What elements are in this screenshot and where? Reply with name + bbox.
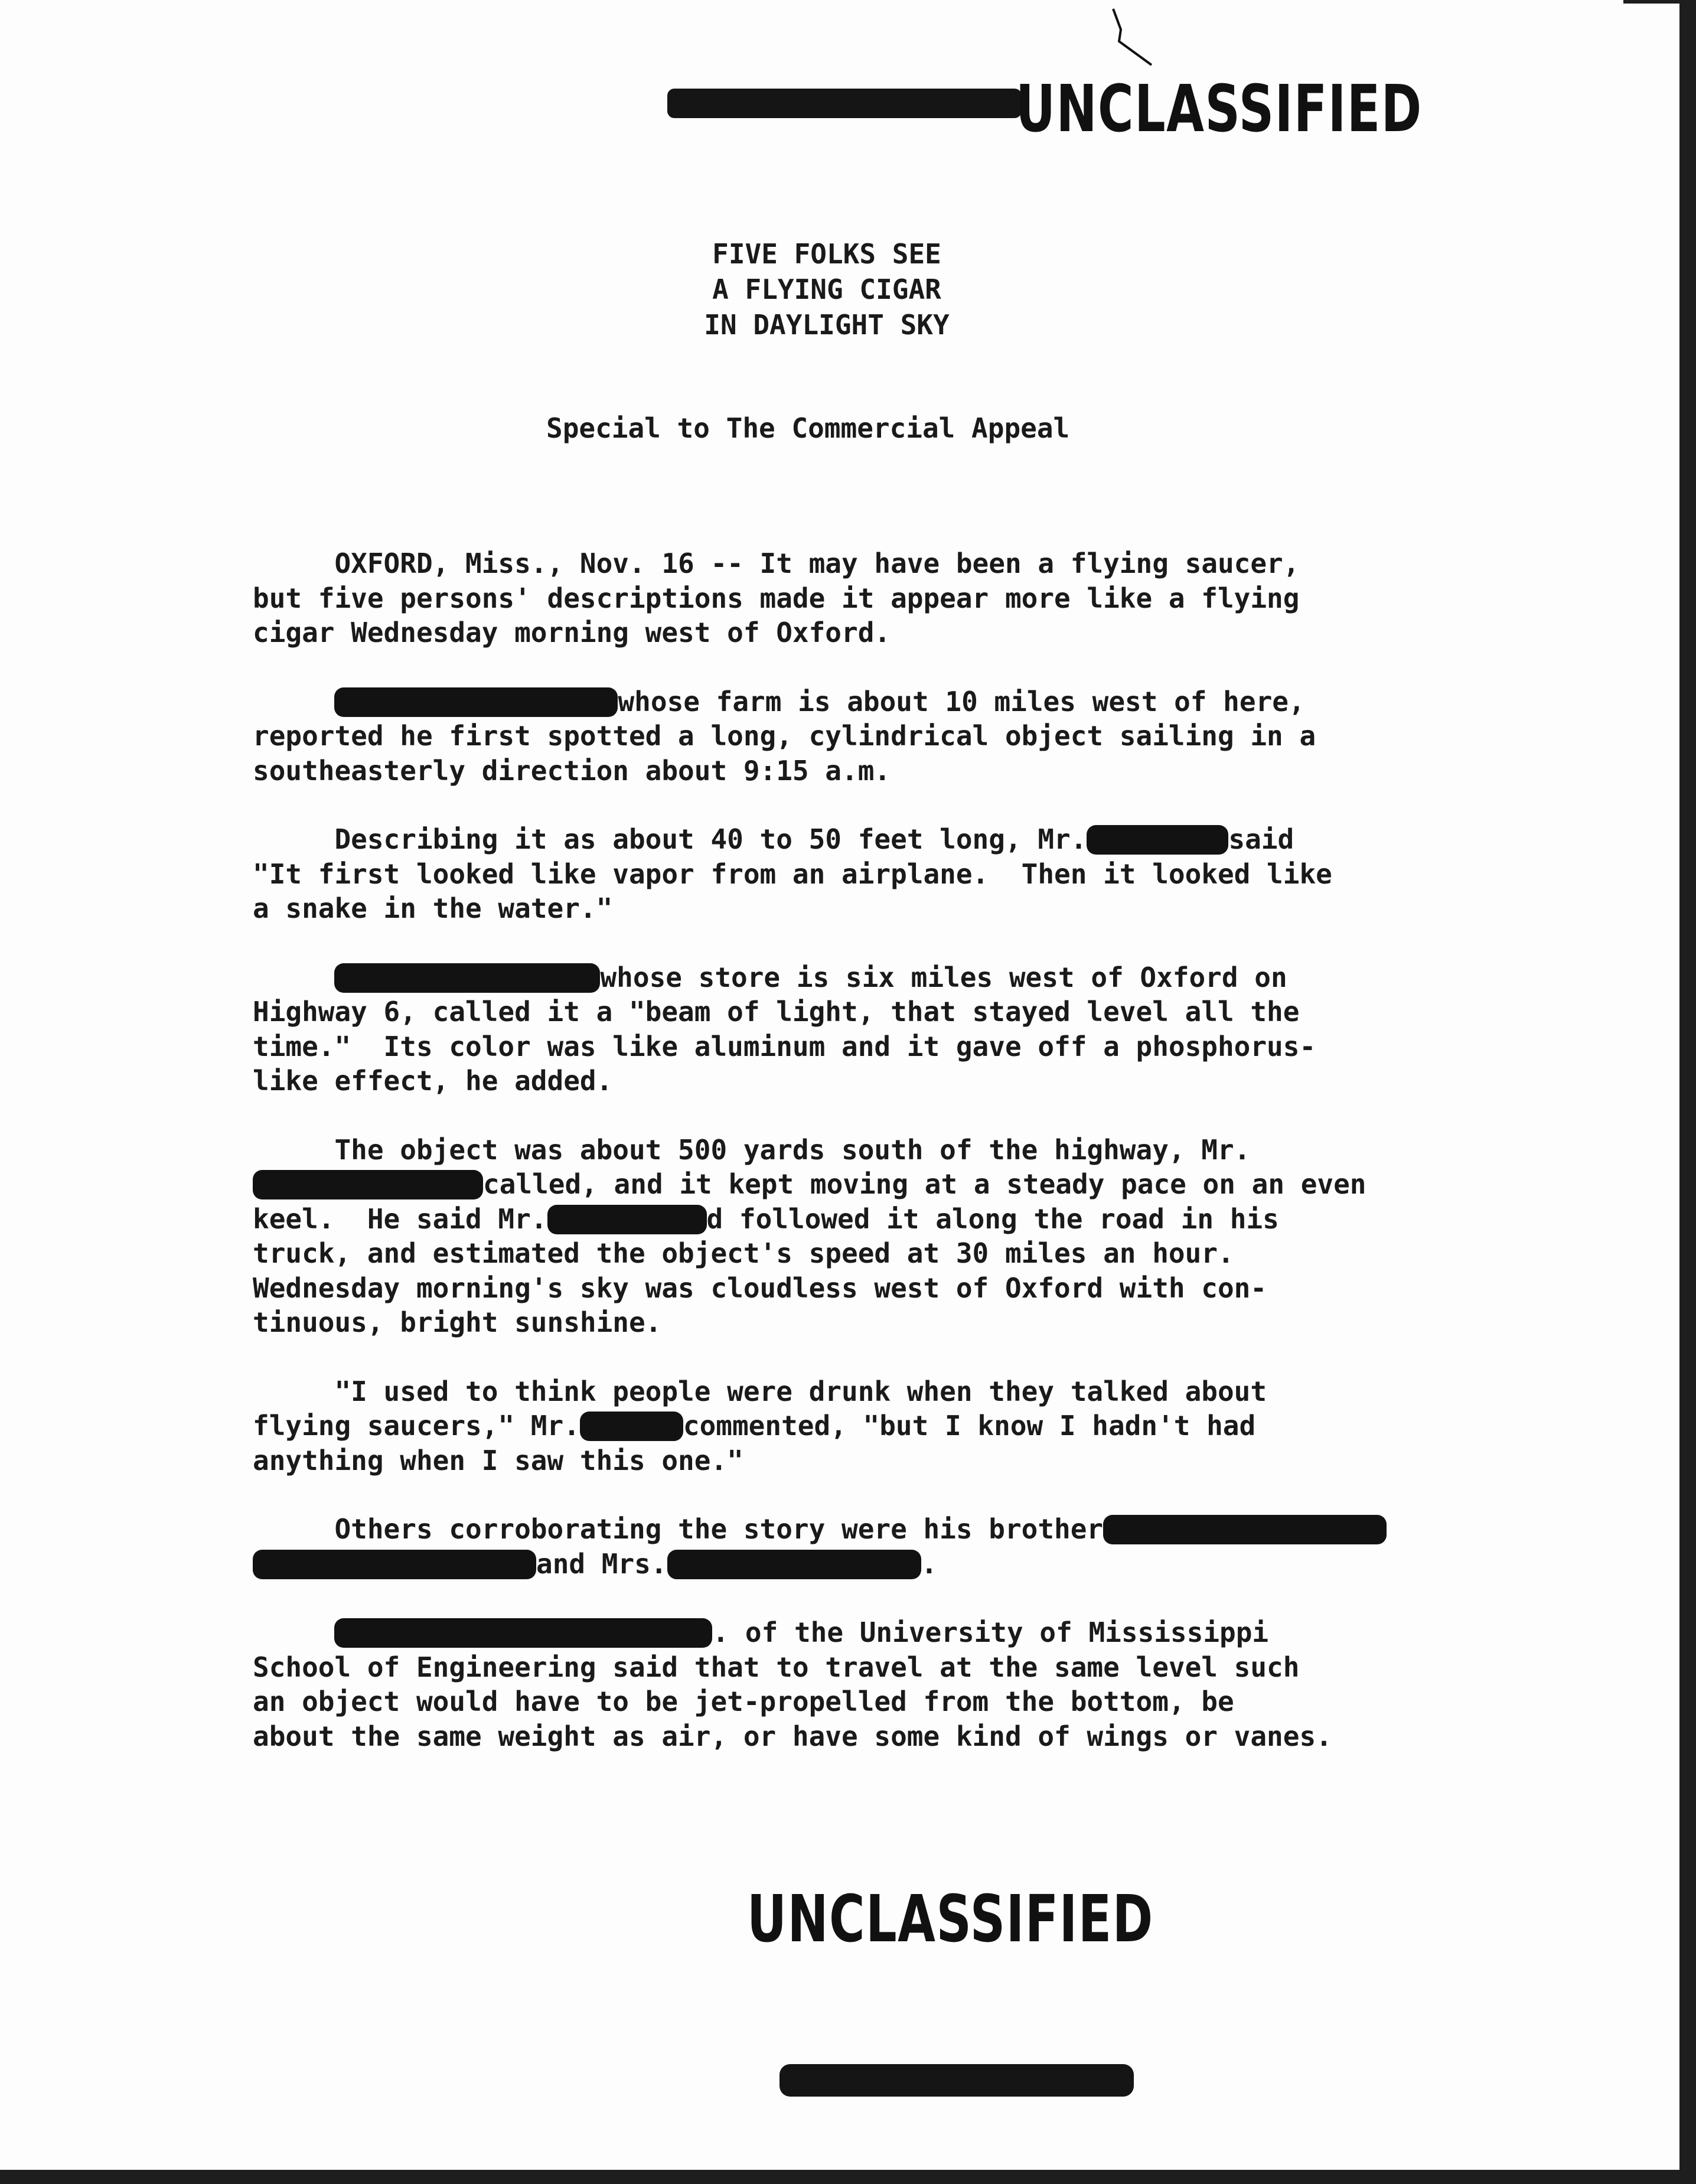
text-line [253,822,1434,857]
text-segment: called, and it kept moving at a steady pace on an even [483,1168,1366,1200]
redaction-bar [667,89,1022,118]
text-line: Wednesday morning's sky was cloudless west of Oxford with con- [253,1272,1267,1304]
text-segment: keel. He said Mr. [253,1202,547,1235]
headline-line: IN DAYLIGHT SKY [704,309,950,341]
scan-edge [0,2170,1696,2184]
paragraph [253,1133,1434,1340]
classification-stamp: UNCLASSIFIED [1016,71,1423,146]
classification-stamp: UNCLASSIFIED [747,1881,1154,1957]
redaction-block [580,1412,683,1441]
text-line: anything when I saw this one." [253,1444,743,1476]
text-line: time." Its color was like aluminum and it gave off a phosphorus- [253,1030,1316,1062]
text-line [253,1167,1434,1202]
redaction-block [253,1170,483,1199]
text-line: about the same weight as air, or have some kind of wings or vanes. [253,1720,1332,1752]
redaction-block [1103,1515,1387,1544]
text-line [253,684,1434,719]
text-segment: . of the University of Mississippi [712,1616,1269,1648]
text-line [253,1547,1434,1582]
text-segment: commented, "but I know I hadn't had [683,1410,1256,1442]
redaction-block [1087,825,1228,855]
text-line [253,1615,1434,1650]
text-segment: whose farm is about 10 miles west of here, [618,685,1305,718]
redaction-bar [779,2064,1134,2097]
text-segment: and Mrs. [536,1547,667,1580]
text-line: truck, and estimated the object's speed at 30 miles an hour. [253,1237,1234,1269]
text-line: cigar Wednesday morning west of Oxford. [253,617,891,648]
paragraph [253,1615,1434,1753]
redaction-block [547,1205,707,1234]
scan-edge [1679,0,1696,2184]
headline [591,236,1063,343]
text-segment: said [1228,823,1294,855]
pen-mark-icon [1110,6,1175,71]
redaction-block [334,687,618,717]
text-line [253,1409,1434,1443]
article-body [253,546,1434,1788]
text-segment: Describing it as about 40 to 50 feet long, Mr. [253,823,1087,855]
redaction-block [334,1618,712,1648]
text-segment [253,1616,334,1648]
paragraph [253,546,1434,650]
text-line: OXFORD, Miss., Nov. 16 -- It may have been a flying saucer, [253,547,1300,579]
text-segment: . [921,1547,938,1580]
headline-line: FIVE FOLKS SEE [712,238,941,270]
text-line: The object was about 500 yards south of the highway, Mr. [253,1133,1251,1166]
text-line [253,1202,1434,1237]
byline: Special to The Commercial Appeal [546,412,1070,444]
text-line: Highway 6, called it a "beam of light, that stayed level all the [253,996,1300,1028]
paragraph [253,960,1434,1098]
redaction-block [334,963,600,993]
redaction-block [253,1550,536,1579]
text-line: southeasterly direction about 9:15 a.m. [253,754,891,787]
paragraph [253,822,1434,926]
text-line: School of Engineering said that to travel at the same level such [253,1651,1300,1683]
text-line: an object would have to be jet-propelled from the bottom, be [253,1686,1234,1717]
scan-edge [1623,0,1679,4]
text-line: like effect, he added. [253,1065,613,1097]
text-line: "I used to think people were drunk when they talked about [253,1375,1267,1407]
text-line: reported he first spotted a long, cylindrical object sailing in a [253,720,1316,752]
text-segment [253,686,334,718]
redaction-block [667,1550,921,1579]
paragraph [253,1374,1434,1478]
text-segment: Others corroborating the story were his brother [253,1513,1104,1545]
text-line [253,1512,1434,1547]
text-segment: d followed it along the road in his [706,1202,1279,1235]
text-line: but five persons' descriptions made it appear more like a flying [253,582,1300,614]
paragraph [253,684,1434,788]
text-line: a snake in the water." [253,892,613,924]
text-segment: whose store is six miles west of Oxford on [600,961,1287,993]
text-line: tinuous, bright sunshine. [253,1306,662,1338]
text-segment: flying saucers," Mr. [253,1410,580,1442]
text-line [253,960,1434,995]
headline-line: A FLYING CIGAR [712,273,941,305]
text-segment [253,961,334,993]
text-line: "It first looked like vapor from an airplane. Then it looked like [253,858,1332,890]
paragraph [253,1512,1434,1581]
